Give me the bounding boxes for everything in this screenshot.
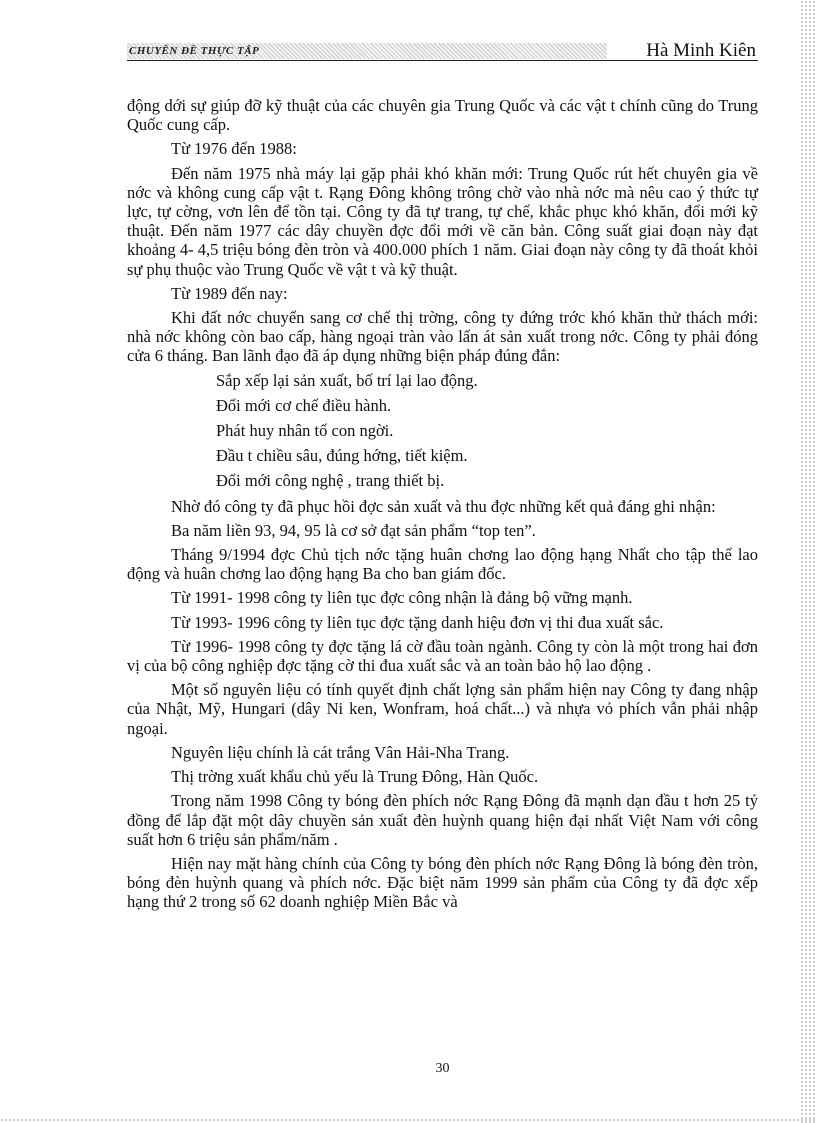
paragraph: Khi đất nớc chuyển sang cơ chế thị trờng, công ty đứng trớc khó khăn thử thách mới: nhà nớc không còn bao cấp, hàng ngoại tràn vào lấn át sản xuất trong nớc. Công ty phải đóng cửa 6 tháng. Ban lãnh đạo đã áp dụng những biện pháp đúng đắn: <box>127 308 758 366</box>
page-shadow-bottom <box>0 1118 816 1123</box>
paragraph: Trong năm 1998 Công ty bóng đèn phích nớc Rạng Đông đã mạnh dạn đầu t hơn 25 tỷ đồng để lắp đặt một dây chuyền sản xuất đèn huỳnh quang hiện đại nhất Việt Nam với công suất hơn 6 triệu sản phẩm/năm . <box>127 791 758 849</box>
page-number: 30 <box>435 1061 450 1076</box>
list-item: Phát huy nhân tố con ngời. <box>216 421 394 441</box>
header-author: Hà Minh Kiên <box>646 40 756 61</box>
paragraph: Một số nguyên liệu có tính quyết định chất lợng sản phẩm hiện nay Công ty đang nhập của Nhật, Mỹ, Hungari (dây Ni ken, Wonfram, hoá chất...) và nhựa vỏ phích vẫn phải nhập ngoại. <box>127 680 758 738</box>
list-item: Đổi mới cơ chế điều hành. <box>216 395 392 415</box>
paragraph: Hiện nay mặt hàng chính của Công ty bóng đèn phích nớc Rạng Đông là bóng đèn tròn, bóng đèn huỳnh quang và phích nớc. Đặc biệt năm 1999 sản phẩm của Công ty đã đợc xếp hạng thứ 2 trong số 62 doanh nghiệp Miền Bắc và <box>127 853 758 912</box>
page-header <box>127 40 758 61</box>
paragraph: Từ 1991- 1998 công ty liên tục đợc công nhận là đảng bộ vững mạnh. <box>171 588 633 608</box>
header-pattern-bar <box>127 43 607 59</box>
paragraph: Đến năm 1975 nhà máy lại gặp phải khó khăn mới: Trung Quốc rút hết chuyên gia về nớc và không cung cấp vật t. Rạng Đông không trông chờ vào nhà nớc mà nêu cao ý thức tự lực, tự cờng, vơn lên để tồn tại. Công ty đã tự trang, tự chế, khắc phục khó khăn, đổi mới kỹ thuật. Đến năm 1977 các dây chuyền đợc đổi mới về căn bản. Công suất giai đoạn này đạt khoảng 4- 4,5 triệu bóng đèn tròn và 400.000 phích 1 năm. Giai đoạn này công ty đã thoát khỏi sự phụ thuộc vào Trung Quốc về vật t và kỹ thuật. <box>127 163 758 279</box>
section-heading: Từ 1989 đến nay: <box>171 283 288 303</box>
paragraph: Thị trờng xuất khẩu chủ yếu là Trung Đông, Hàn Quốc. <box>171 767 539 787</box>
section-heading: Từ 1976 đến 1988: <box>171 139 297 159</box>
paragraph: Nhờ đó công ty đã phục hồi đợc sản xuất và thu đợc những kết quả đáng ghi nhận: <box>171 496 716 516</box>
paragraph: động dới sự giúp đỡ kỹ thuật của các chuyên gia Trung Quốc và các vật t chính cũng do Trung Quốc cung cấp. <box>127 96 758 135</box>
paragraph: Ba năm liền 93, 94, 95 là cơ sở đạt sản phẩm “top ten”. <box>171 520 536 540</box>
list-item: Sắp xếp lại sản xuất, bố trí lại lao động. <box>216 370 478 390</box>
paragraph: Tháng 9/1994 đợc Chủ tịch nớc tặng huân chơng lao động hạng Nhất cho tập thể lao động và huân chơng lao động hạng Ba cho ban giám đốc. <box>127 545 758 584</box>
header-document-title: CHUYÊN ĐỀ THỰC TẬP <box>129 45 260 57</box>
document-body <box>127 96 758 917</box>
list-item: Đổi mới công nghệ , trang thiết bị. <box>216 471 445 491</box>
paragraph: Từ 1993- 1996 công ty liên tục đợc tặng danh hiệu đơn vị thi đua xuất sắc. <box>171 612 664 632</box>
list-item: Đầu t chiều sâu, đúng hớng, tiết kiệm. <box>216 446 468 466</box>
paragraph: Từ 1996- 1998 công ty đợc tặng lá cờ đầu toàn ngành. Công ty còn là một trong hai đơn vị của bộ công nghiệp đợc tặng cờ thi đua xuất sắc và an toàn bảo hộ lao động . <box>127 636 758 676</box>
page-shadow-right <box>800 0 816 1123</box>
paragraph: Nguyên liệu chính là cát trắng Vân Hải-Nha Trang. <box>171 742 510 762</box>
